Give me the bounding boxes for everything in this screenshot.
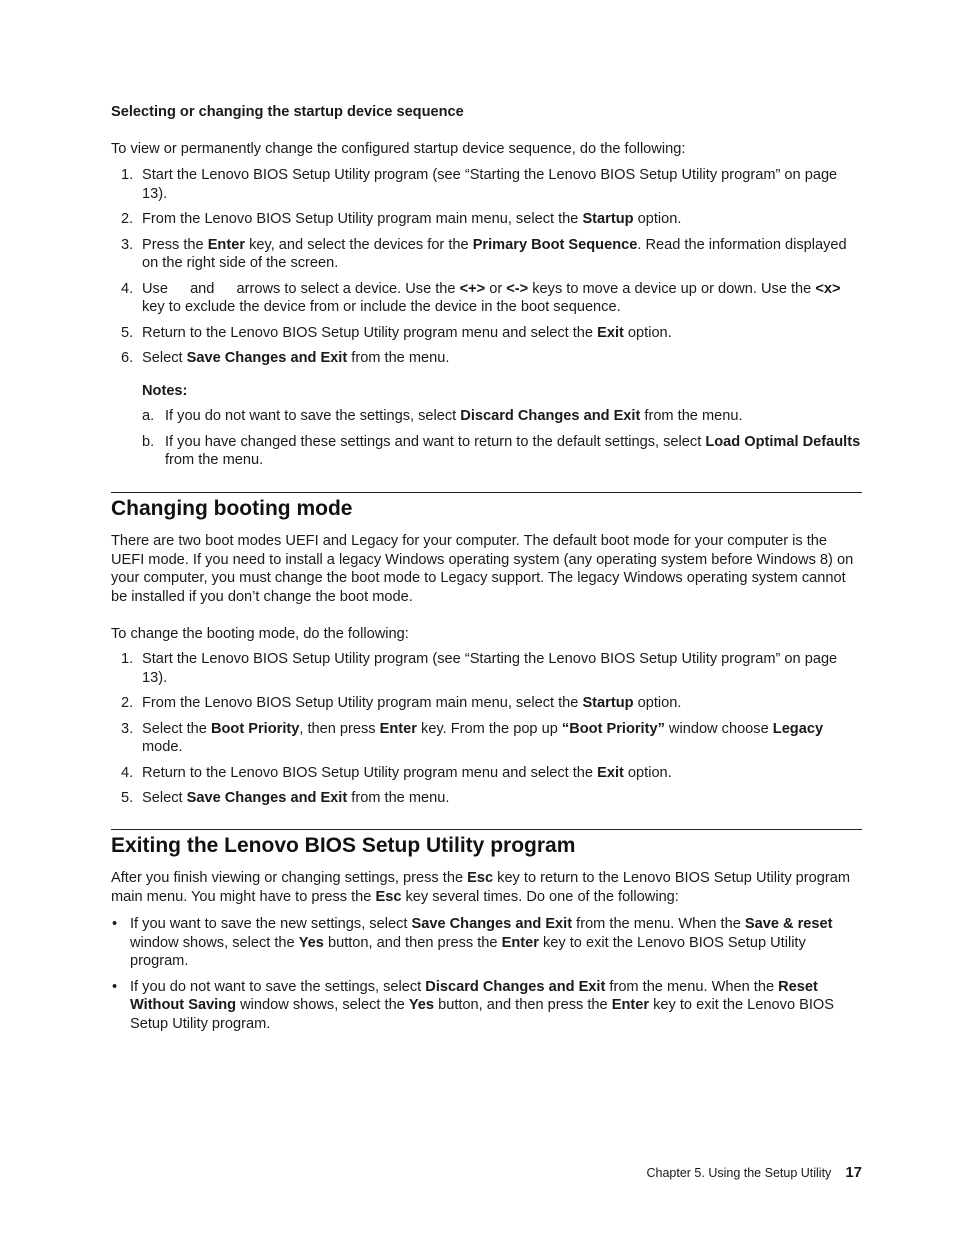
step-number: 2. bbox=[121, 695, 134, 711]
section-divider bbox=[111, 829, 862, 830]
footer-chapter: Chapter 5. Using the Setup Utility bbox=[646, 1166, 832, 1180]
step-4: 4. Return to the Lenovo BIOS Setup Utility program menu and select the Exit option. bbox=[121, 764, 672, 781]
section-divider bbox=[111, 492, 862, 493]
booting-mode-paragraph: There are two boot modes UEFI and Legacy for your computer. The default boot mode for your computer is the UEFI mode. If you need to install a legacy Windows operating system (any operating system before Windows 8) on your computer, you must change the boot mode to Legacy support. The legacy Windows operating system cannot be installed if you don’t change the boot mode. bbox=[111, 533, 854, 605]
bullet-item: • If you do not want to save the settings, select Discard Changes and Exit from the menu. When the Reset Without Saving window shows, select the Yes button, and then press the Enter key to exit the Lenovo BIOS Setup Utility program. bbox=[112, 978, 834, 1032]
step-5: 5. Select Save Changes and Exit from the menu. bbox=[121, 790, 450, 806]
step-2: 2. From the Lenovo BIOS Setup Utility program main menu, select the Startup option. bbox=[121, 211, 682, 227]
page-number: 17 bbox=[845, 1164, 862, 1181]
intro-paragraph: To view or permanently change the configured startup device sequence, do the following: bbox=[111, 141, 686, 157]
step-6: 6. Select Save Changes and Exit from the menu. bbox=[121, 350, 450, 366]
note-a: a. If you do not want to save the settings, select Discard Changes and Exit from the menu. bbox=[142, 408, 743, 424]
step-3: 3. Select the Boot Priority, then press Enter key. From the pop up “Boot Priority” window choose Legacy mode. bbox=[121, 720, 824, 755]
step-number: 4. bbox=[121, 280, 134, 297]
subsection-heading: Selecting or changing the startup device sequence bbox=[111, 104, 464, 120]
startup-sequence-steps bbox=[111, 166, 862, 368]
booting-mode-intro: To change the booting mode, do the following: bbox=[111, 626, 409, 642]
booting-mode-steps bbox=[111, 650, 862, 808]
section-heading-exiting: Exiting the Lenovo BIOS Setup Utility program bbox=[111, 834, 576, 857]
step-number: 2. bbox=[121, 211, 134, 227]
step-number: 3. bbox=[121, 720, 134, 737]
step-number: 6. bbox=[121, 350, 134, 366]
note-letter: b. bbox=[142, 433, 155, 450]
step-2: 2. From the Lenovo BIOS Setup Utility program main menu, select the Startup option. bbox=[121, 695, 682, 711]
exiting-paragraph: After you finish viewing or changing settings, press the Esc key to return to the Lenovo BIOS Setup Utility program main menu. You might have to press the Esc key several times. Do one of the following: bbox=[111, 870, 851, 905]
notes-list bbox=[111, 407, 862, 470]
note-letter: a. bbox=[142, 408, 155, 424]
notes-heading: Notes: bbox=[142, 383, 188, 399]
step-number: 1. bbox=[121, 651, 134, 667]
exiting-options-list bbox=[111, 915, 862, 1033]
bullet-item: • If you want to save the new settings, select Save Changes and Exit from the menu. When the Save & reset window shows, select the Yes button, and then press the Enter key to exit the Lenovo BIOS Setup Utility program. bbox=[112, 916, 833, 969]
step-1: 1. Start the Lenovo BIOS Setup Utility program (see “Starting the Lenovo BIOS Setup Utility program” on page 13). bbox=[121, 167, 838, 202]
note-b: b. If you have changed these settings and want to return to the default settings, select Load Optimal Defaults from the menu. bbox=[142, 433, 861, 468]
bullet-icon: • bbox=[112, 978, 118, 995]
section-heading-booting-mode: Changing booting mode bbox=[111, 497, 353, 520]
bullet-icon: • bbox=[112, 916, 118, 932]
step-5: 5. Return to the Lenovo BIOS Setup Utility program menu and select the Exit option. bbox=[121, 324, 672, 341]
step-3: 3. Press the Enter key, and select the devices for the Primary Boot Sequence. Read the information displayed on the right side of the screen. bbox=[121, 236, 847, 271]
step-number: 5. bbox=[121, 790, 134, 806]
step-number: 5. bbox=[121, 324, 134, 341]
step-number: 3. bbox=[121, 236, 134, 253]
step-number: 1. bbox=[121, 167, 134, 183]
step-4: 4. Use and arrows to select a device. Use the <+> or <-> keys to move a device up or down. Use the <x> key to exclude the device from or include the device in the boot sequence. bbox=[121, 280, 841, 315]
page-footer bbox=[646, 1164, 862, 1183]
step-number: 4. bbox=[121, 764, 134, 781]
step-1: 1. Start the Lenovo BIOS Setup Utility program (see “Starting the Lenovo BIOS Setup Utility program” on page 13). bbox=[121, 651, 838, 686]
